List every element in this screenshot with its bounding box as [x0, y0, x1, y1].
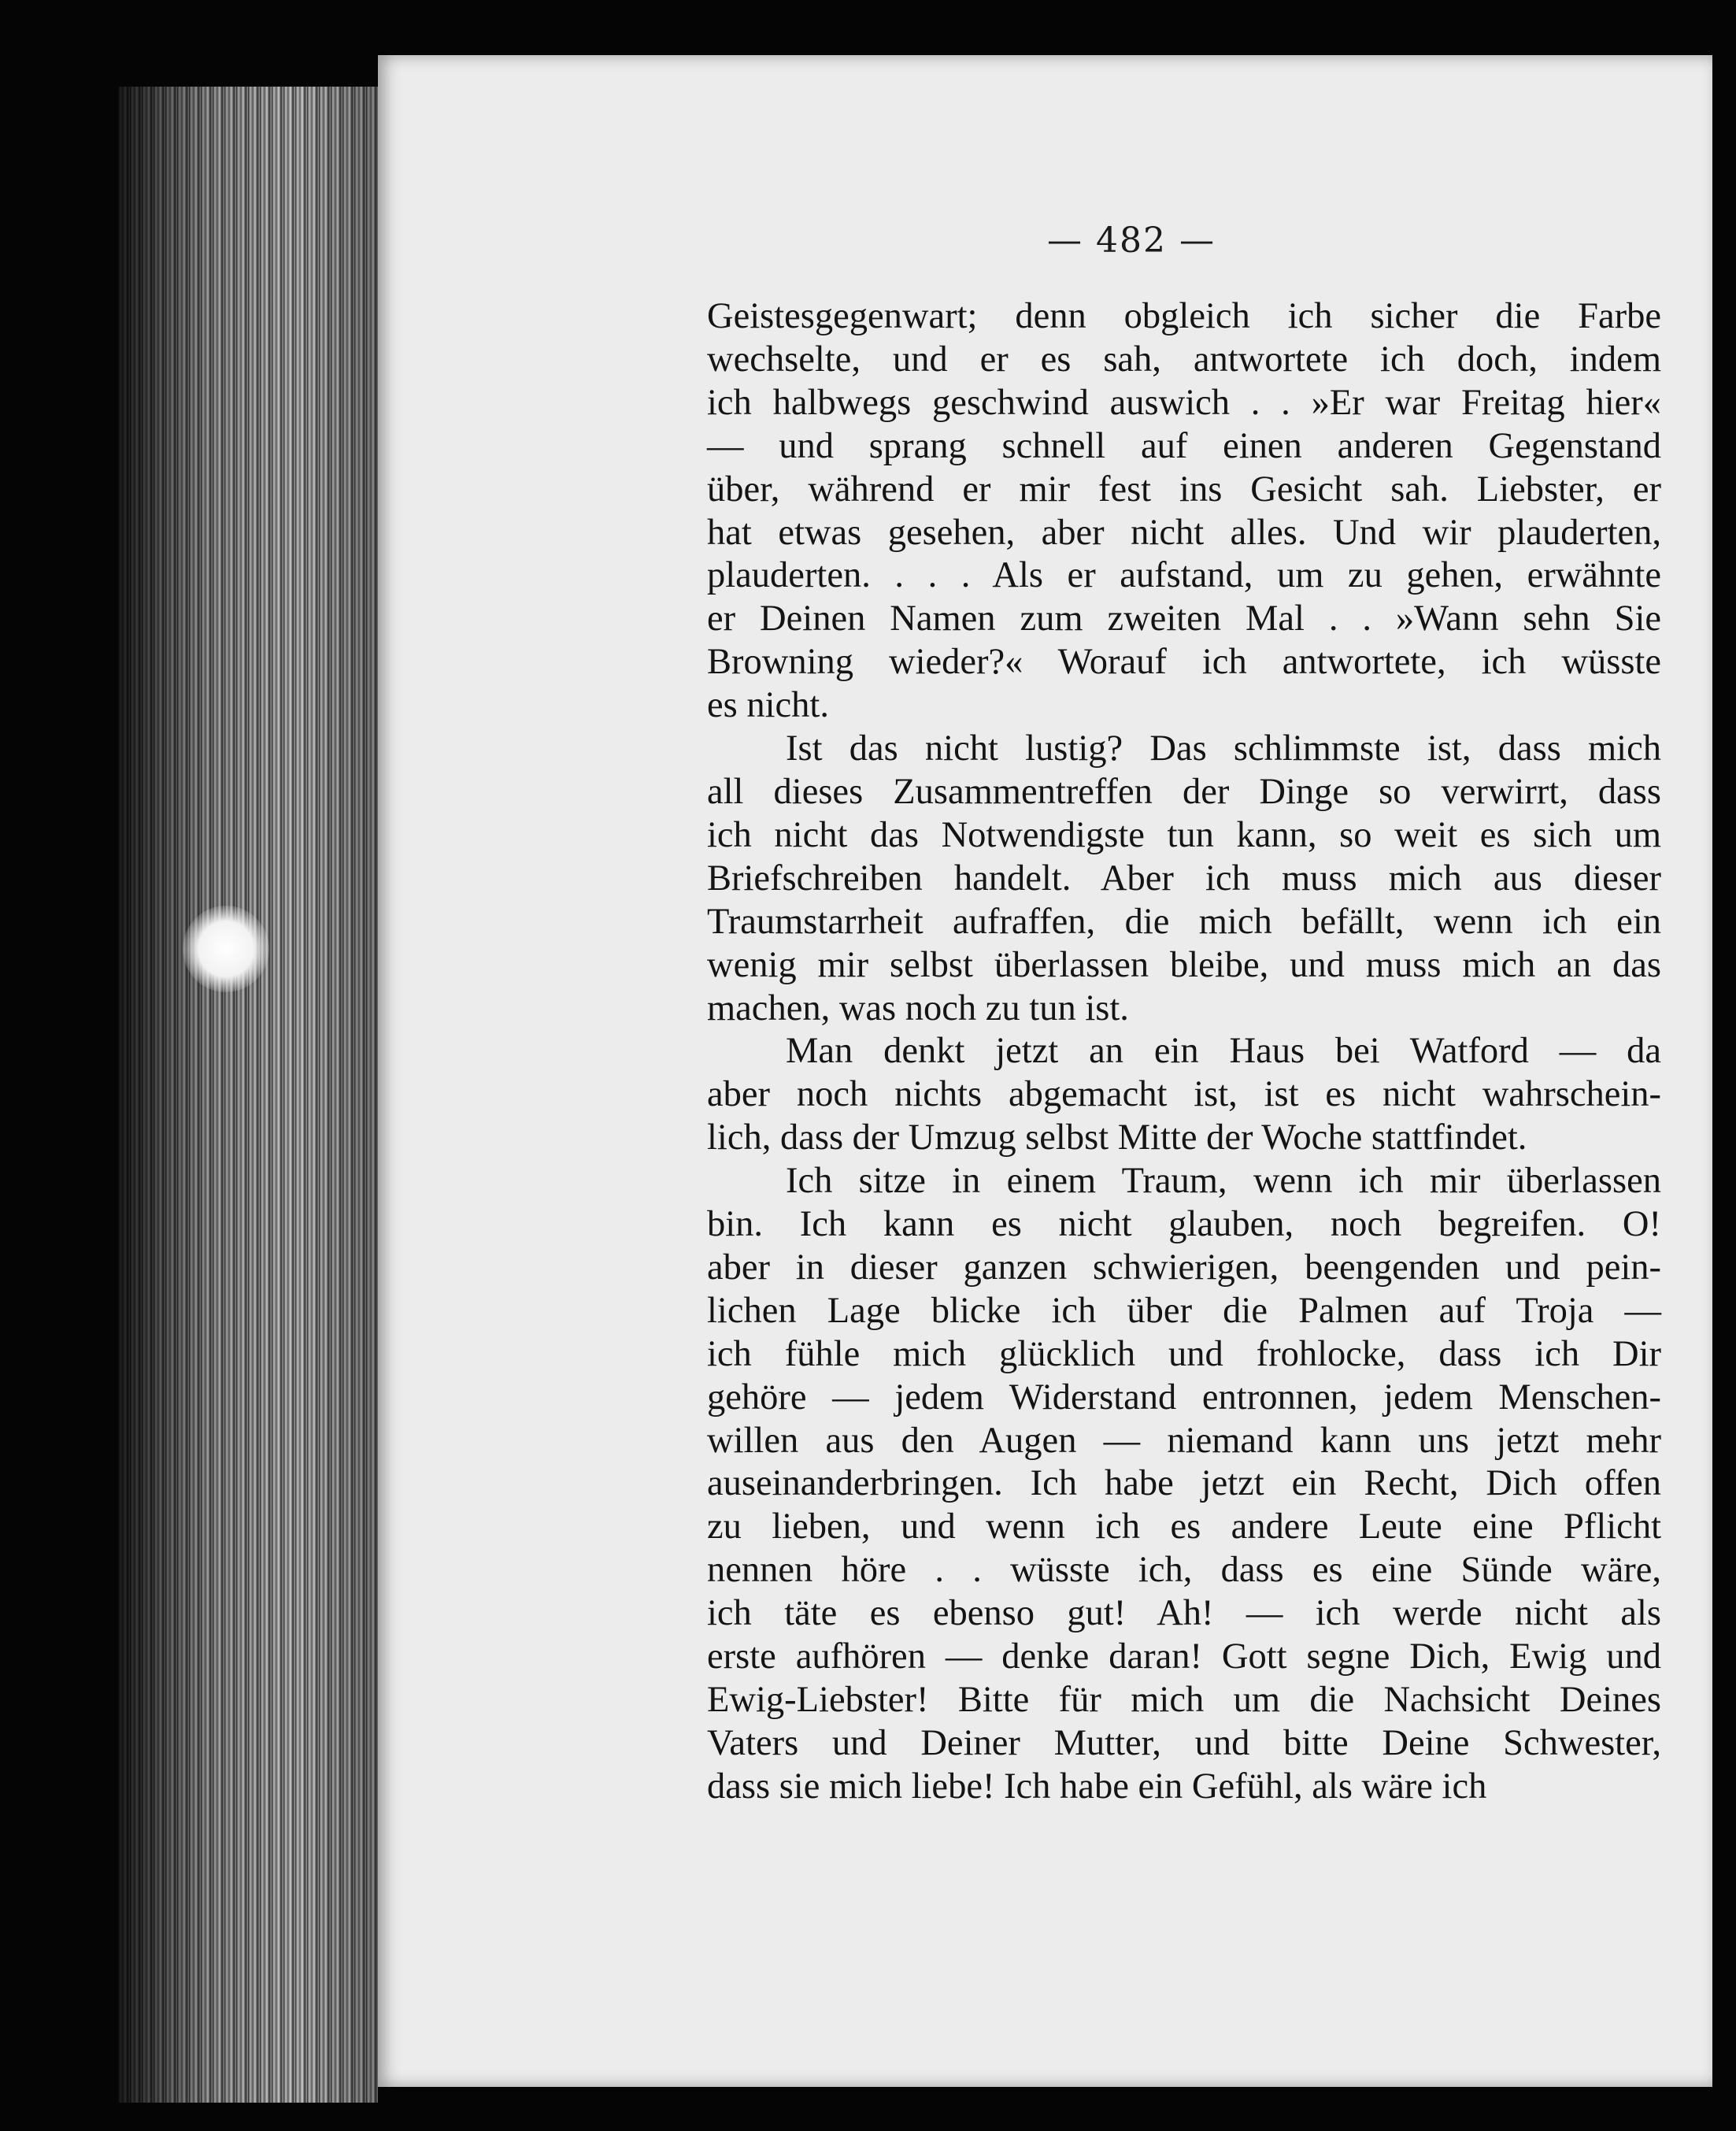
- text-line: ich fühle mich glücklich und frohlocke, dass ich Dir: [707, 1333, 1661, 1374]
- scan-blemish: [183, 906, 269, 992]
- text-line: Geistesgegenwart; denn obgleich ich sicher die Farbe: [707, 296, 1661, 336]
- text-line: Ich sitze in einem Traum, wenn ich mir überlassen: [786, 1161, 1661, 1202]
- text-line: über, während er mir fest ins Gesicht sah. Liebster, er: [707, 469, 1661, 510]
- text-line: ich halbwegs geschwind auswich . . »Er war Freitag hier«: [707, 382, 1661, 423]
- text-line: — und sprang schnell auf einen anderen Gegenstand: [707, 425, 1661, 466]
- text-line: erste aufhören — denke daran! Gott segne Dich, Ewig und: [707, 1636, 1661, 1677]
- text-line: Man denkt jetzt an ein Haus bei Watford — da: [786, 1031, 1661, 1072]
- text-line: zu lieben, und wenn ich es andere Leute eine Pflicht: [707, 1507, 1661, 1547]
- text-line: all dieses Zusammentreffen der Dinge so verwirrt, dass: [707, 771, 1661, 812]
- text-line: ich täte es ebenso gut! Ah! — ich werde nicht als: [707, 1593, 1661, 1634]
- text-line: es nicht.: [707, 685, 829, 726]
- text-line: willen aus den Augen — niemand kann uns jetzt mehr: [707, 1420, 1661, 1461]
- text-line: nennen höre . . wüsste ich, dass es eine Sünde wäre,: [707, 1550, 1661, 1591]
- text-line: Browning wieder?« Worauf ich antwortete, ich wüsste: [707, 642, 1661, 683]
- text-line: bin. Ich kann es nicht glauben, noch begreifen. O!: [707, 1204, 1661, 1245]
- text-line: gehöre — jedem Widerstand entronnen, jedem Menschen-: [707, 1377, 1661, 1418]
- text-line: plauderten. . . . Als er aufstand, um zu gehen, erwähnte: [707, 555, 1661, 596]
- text-line: lichen Lage blicke ich über die Palmen auf Troja —: [707, 1290, 1661, 1331]
- book-edge-shadow: [118, 87, 378, 2103]
- text-line: Vaters und Deiner Mutter, und bitte Deine Schwester,: [707, 1722, 1661, 1763]
- text-line: aber in dieser ganzen schwierigen, beengenden und pein-: [707, 1247, 1661, 1288]
- text-line: Ewig-Liebster! Bitte für mich um die Nachsicht Deines: [707, 1680, 1661, 1720]
- text-line: lich, dass der Umzug selbst Mitte der Woche stattfindet.: [707, 1117, 1527, 1158]
- text-line: aber noch nichts abgemacht ist, ist es nicht wahrschein-: [707, 1074, 1661, 1115]
- body-text: [707, 295, 1661, 1809]
- text-line: Ist das nicht lustig? Das schlimmste ist, dass mich: [786, 728, 1661, 769]
- text-line: ich nicht das Notwendigste tun kann, so weit es sich um: [707, 814, 1661, 855]
- text-line: hat etwas gesehen, aber nicht alles. Und wir plauderten,: [707, 512, 1661, 553]
- text-line: auseinanderbringen. Ich habe jetzt ein Recht, Dich offen: [707, 1463, 1661, 1504]
- text-line: er Deinen Namen zum zweiten Mal . . »Wann sehn Sie: [707, 599, 1661, 639]
- text-line: wenig mir selbst überlassen bleibe, und muss mich an das: [707, 944, 1661, 985]
- text-line: Briefschreiben handelt. Aber ich muss mich aus dieser: [707, 858, 1661, 899]
- text-line: wechselte, und er es sah, antwortete ich doch, indem: [707, 339, 1661, 380]
- text-line: Traumstarrheit aufraffen, die mich befällt, wenn ich ein: [707, 901, 1661, 942]
- text-line: dass sie mich liebe! Ich habe ein Gefühl, als wäre ich: [707, 1766, 1487, 1807]
- text-line: machen, was noch zu tun ist.: [707, 988, 1129, 1028]
- page-number: — 482 —: [1047, 221, 1216, 261]
